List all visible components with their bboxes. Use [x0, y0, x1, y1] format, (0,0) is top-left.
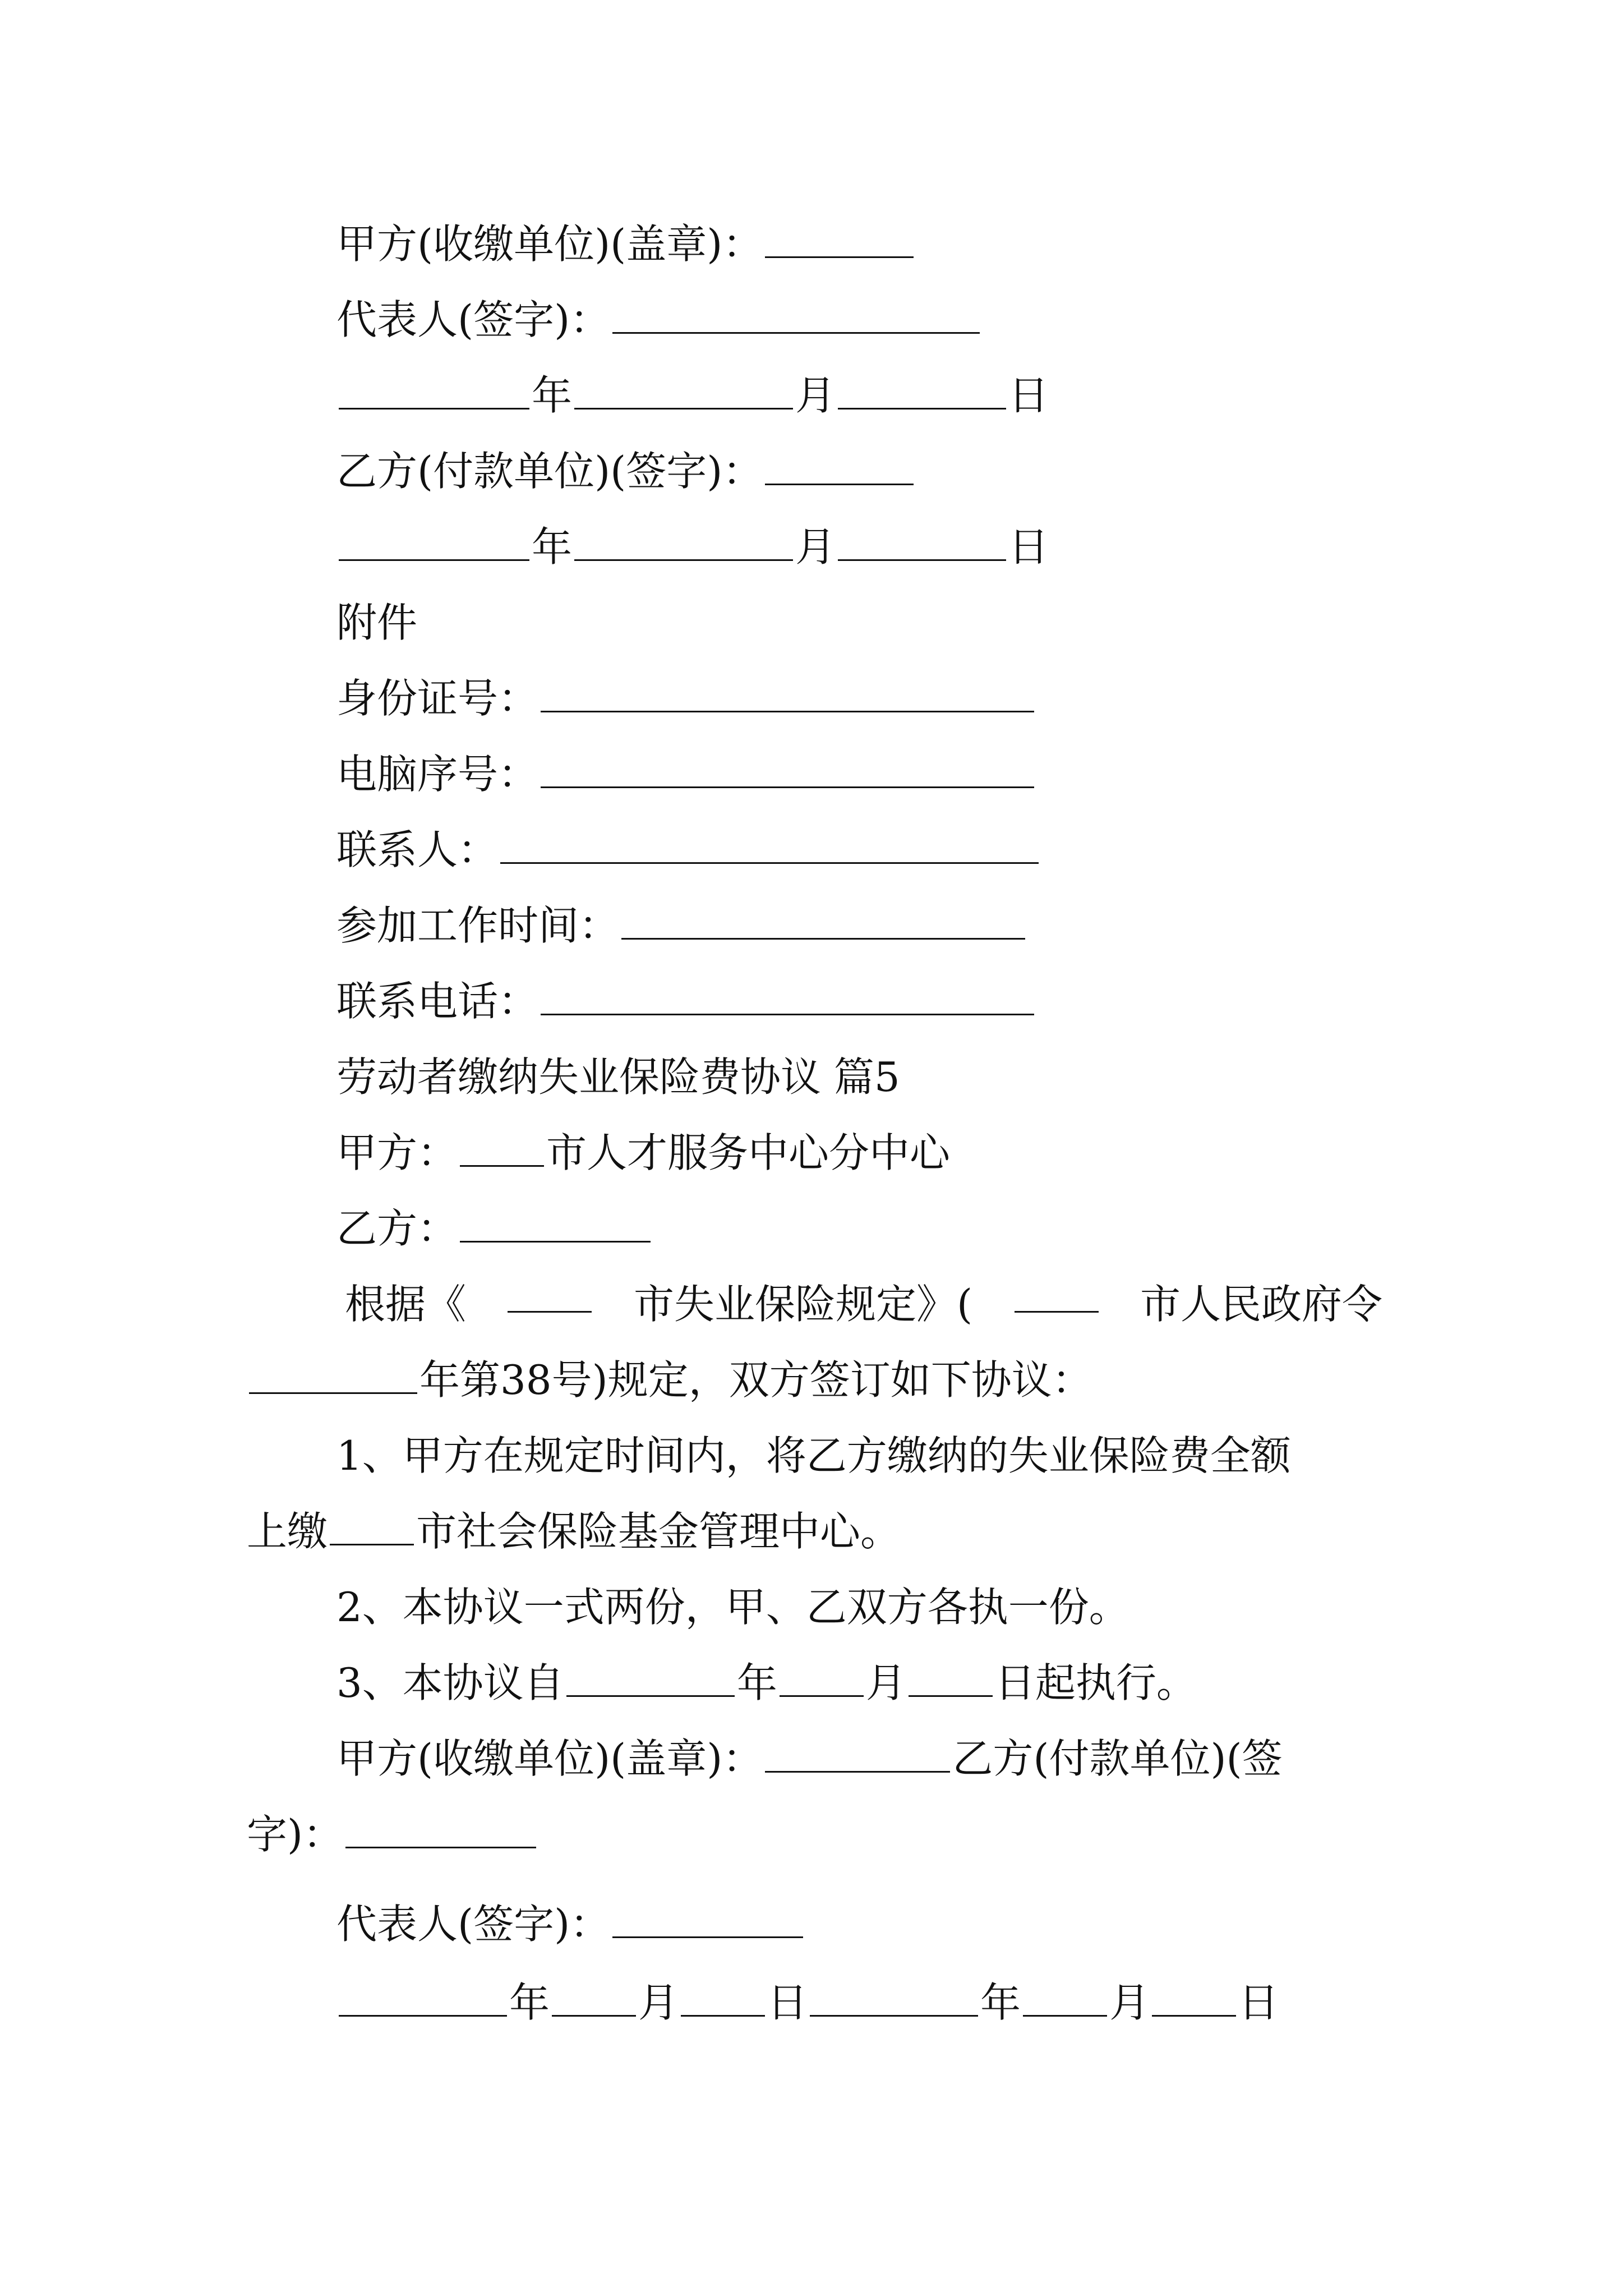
- blank-field: [552, 1980, 636, 2017]
- blank-field: [541, 979, 1034, 1015]
- blank-field: [838, 373, 1006, 409]
- work-time-line: [336, 898, 1027, 954]
- attachment-heading: 附件: [336, 599, 418, 646]
- party-b-sign-line: [336, 443, 916, 499]
- blank-field: [345, 1812, 536, 1848]
- date-line-1: [336, 367, 1049, 424]
- blank-field: [1015, 1276, 1099, 1313]
- id-number-label: 身份证号：: [336, 675, 539, 722]
- basis-text-2: 市失业保险规定》(: [633, 1281, 973, 1328]
- representative-label: 代表人(签字)：: [336, 1901, 611, 1948]
- party-b-sign-label: 乙方(付款单位)(签字)：: [336, 448, 763, 495]
- blank-field: [500, 827, 1039, 864]
- day-label: 日: [1008, 523, 1049, 570]
- month-label: 月: [1109, 1979, 1150, 2026]
- signature-line-cont: [247, 1806, 538, 1862]
- blank-field: [566, 1660, 735, 1697]
- year-label: 年: [736, 1659, 777, 1706]
- clause-1-text: 上缴: [247, 1508, 328, 1555]
- clause-1-text-end: 市社会保险基金管理中心。: [416, 1508, 901, 1555]
- party-b-label: 乙方：: [336, 1205, 458, 1252]
- party-a-seal-line: [336, 216, 916, 272]
- blank-field: [612, 297, 980, 334]
- blank-field: [909, 1660, 993, 1697]
- clause-1-line-2: [247, 1503, 901, 1559]
- contact-line: [336, 822, 1041, 878]
- blank-field: [330, 1509, 414, 1545]
- blank-field: [541, 676, 1034, 712]
- day-label: 日: [767, 1979, 808, 2026]
- blank-field: [780, 1660, 864, 1697]
- month-label: 月: [795, 372, 836, 419]
- year-label: 年: [980, 1979, 1021, 2026]
- party-b-sign-label: 乙方(付款单位)(签: [952, 1735, 1283, 1782]
- party-b-sign-label-cont: 字)：: [247, 1811, 344, 1858]
- clause-3-text: 3、本协议自: [336, 1659, 564, 1706]
- blank-field: [541, 752, 1034, 788]
- blank-field: [612, 1902, 803, 1938]
- signature-line: [336, 1731, 1283, 1787]
- blank-field: [765, 1736, 950, 1773]
- blank-field: [765, 449, 914, 485]
- blank-field: [460, 1206, 651, 1243]
- phone-line: [336, 973, 1036, 1029]
- pc-number-line: [336, 746, 1036, 802]
- month-label: 月: [795, 523, 836, 570]
- representative-label: 代表人(签字)：: [336, 296, 611, 343]
- basis-text-1: 根据《: [345, 1281, 467, 1328]
- clause-3-text-end: 日起执行。: [994, 1659, 1197, 1706]
- day-label: 日: [1238, 1979, 1279, 2026]
- blank-field: [1152, 1980, 1236, 2017]
- final-date-line: [336, 1975, 1279, 2031]
- blank-field: [339, 524, 529, 561]
- party-a-line: [336, 1125, 950, 1181]
- blank-field: [574, 373, 793, 409]
- year-label: 年: [532, 523, 573, 570]
- phone-label: 联系电话：: [336, 978, 539, 1025]
- representative-line-2: [336, 1896, 805, 1952]
- year-label: 年: [509, 1979, 550, 2026]
- pc-number-label: 电脑序号：: [336, 751, 539, 798]
- basis-line-1: [345, 1276, 1382, 1332]
- work-time-label: 参加工作时间：: [336, 902, 620, 949]
- clause-3-line: [336, 1655, 1197, 1711]
- blank-field: [508, 1276, 592, 1313]
- blank-field: [681, 1980, 765, 2017]
- blank-field: [339, 1980, 507, 2017]
- blank-field: [574, 524, 793, 561]
- id-number-line: [336, 670, 1036, 726]
- clause-2-line: 2、本协议一式两份，甲、乙双方各执一份。: [336, 1584, 1129, 1631]
- contact-label: 联系人：: [336, 826, 499, 873]
- blank-field: [621, 903, 1025, 940]
- blank-field: [810, 1980, 978, 2017]
- day-label: 日: [1008, 372, 1049, 419]
- month-label: 月: [865, 1659, 906, 1706]
- party-a-name: 市人才服务中心分中心: [546, 1129, 951, 1176]
- blank-field: [339, 373, 529, 409]
- blank-field: [249, 1358, 417, 1394]
- party-a-seal-label: 甲方(收缴单位)(盖章)：: [336, 1735, 763, 1782]
- blank-field: [765, 222, 914, 258]
- representative-line: [336, 292, 982, 348]
- party-a-label: 甲方：: [336, 1129, 458, 1176]
- blank-field: [838, 524, 1006, 561]
- basis-text-4: 年第38号)规定，双方签订如下协议：: [419, 1356, 1092, 1404]
- party-b-line: [336, 1200, 653, 1257]
- party-a-seal-label: 甲方(收缴单位)(盖章)：: [336, 220, 763, 268]
- section-title: 劳动者缴纳失业保险费协议 篇5: [336, 1053, 900, 1101]
- blank-field: [1023, 1980, 1107, 2017]
- date-line-2: [336, 519, 1049, 575]
- month-label: 月: [638, 1979, 679, 2026]
- clause-1-line-1: 1、甲方在规定时间内，将乙方缴纳的失业保险费全额: [336, 1432, 1291, 1479]
- year-label: 年: [532, 372, 573, 419]
- blank-field: [460, 1130, 544, 1167]
- basis-line-2: [247, 1352, 1092, 1408]
- basis-text-3: 市人民政府令: [1140, 1281, 1382, 1328]
